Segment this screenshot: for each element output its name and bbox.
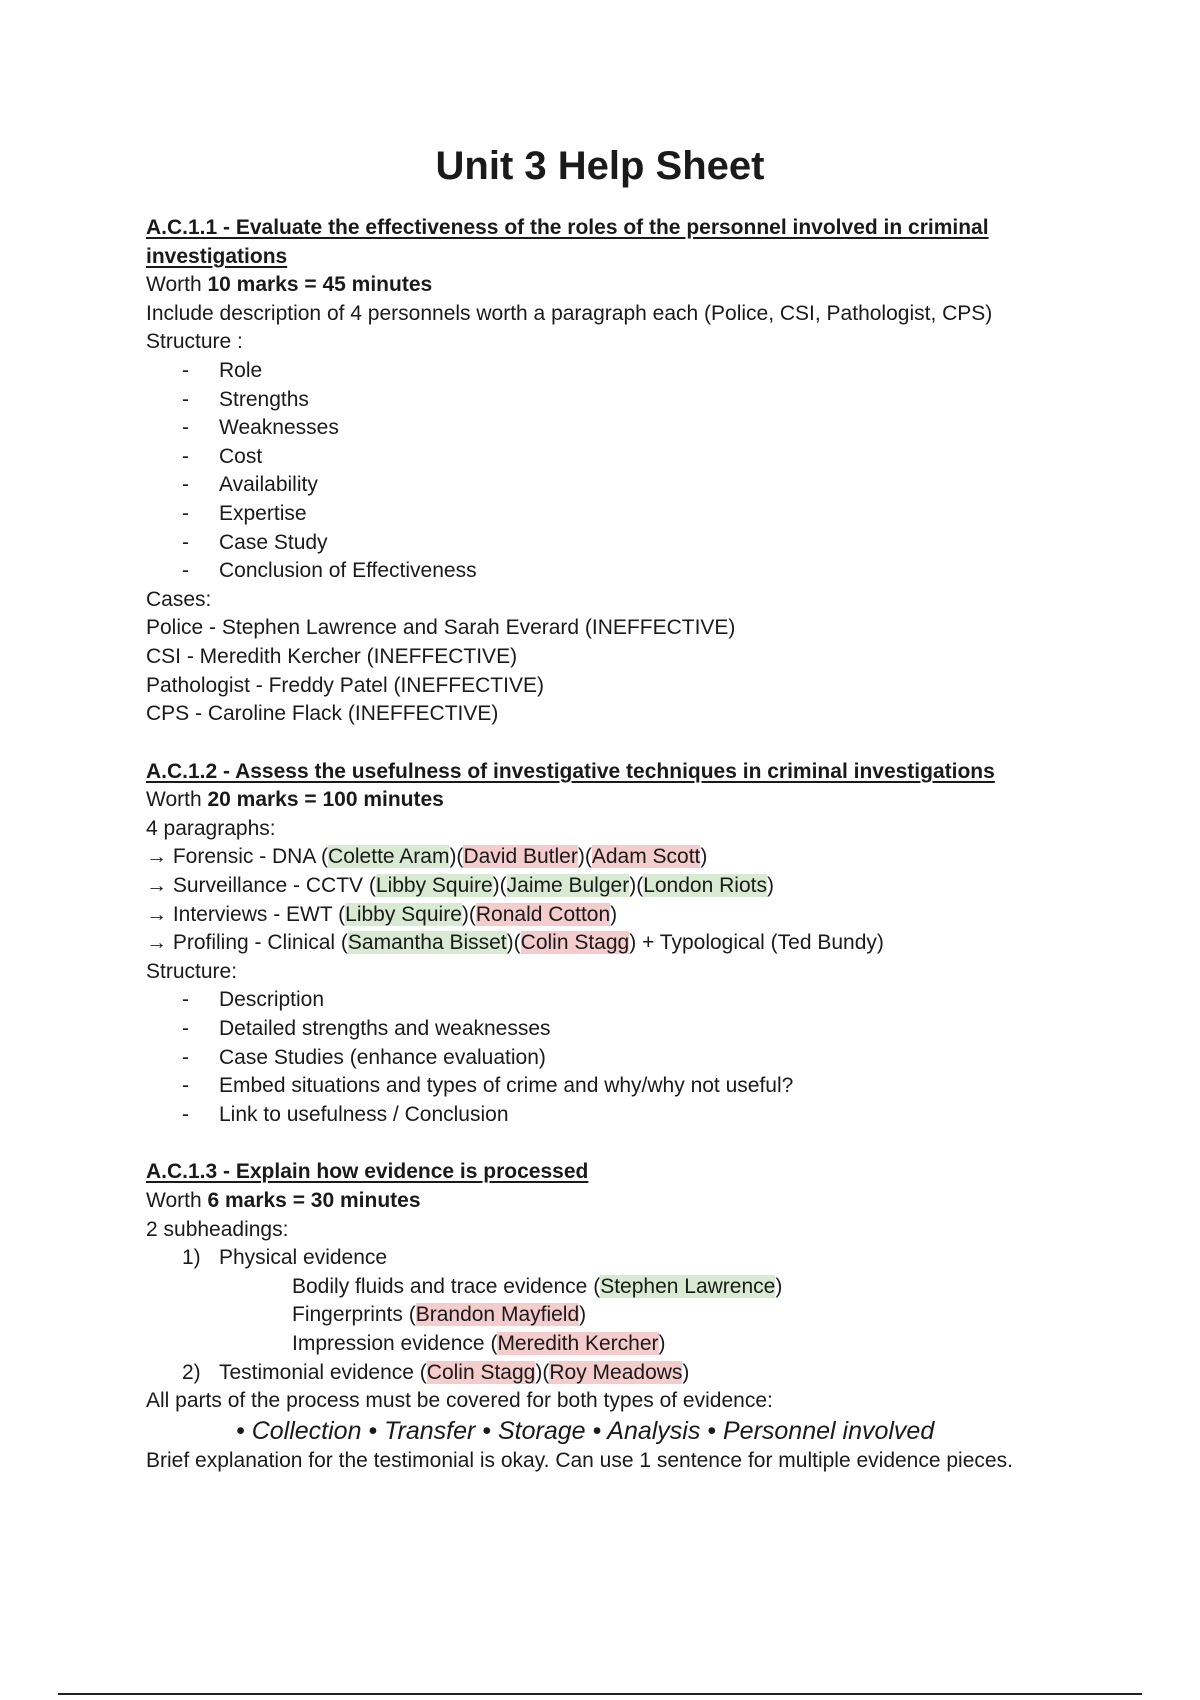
process-steps: • Collection • Transfer • Storage • Analysis • Personnel involved bbox=[236, 1416, 935, 1445]
dash-bullet: - bbox=[182, 358, 189, 382]
dash-bullet: - bbox=[182, 416, 189, 440]
structure-item: - Description bbox=[146, 986, 1066, 1015]
case-highlight: Roy Meadows bbox=[549, 1360, 683, 1384]
process-intro: All parts of the process must be covered for both types of evidence: bbox=[146, 1389, 773, 1413]
dash-bullet: - bbox=[182, 530, 189, 554]
dash-bullet: - bbox=[182, 501, 189, 525]
case-highlight: Colin Stagg bbox=[520, 931, 630, 955]
help-sheet-page bbox=[146, 142, 1066, 1475]
list-number: 1) bbox=[182, 1246, 201, 1270]
structure-item: - Embed situations and types of crime and why/why not useful? bbox=[146, 1072, 1066, 1101]
technique-line: → Surveillance - CCTV (Libby Squire)(Jaime Bulger)(London Riots) bbox=[146, 874, 774, 898]
intro-text: 2 subheadings: bbox=[146, 1217, 289, 1241]
dash-bullet: - bbox=[182, 387, 189, 411]
structure-item: - Case Studies (enhance evaluation) bbox=[146, 1044, 1066, 1073]
physical-evidence-list bbox=[146, 1273, 1066, 1359]
case-highlight: Ronald Cotton bbox=[475, 902, 611, 926]
case-highlight: Libby Squire bbox=[345, 902, 462, 926]
intro-text: 4 paragraphs: bbox=[146, 816, 276, 840]
case-highlight: Stephen Lawrence bbox=[600, 1274, 776, 1298]
physical-evidence-subitem: Bodily fluids and trace evidence (Stephen Lawrence) bbox=[292, 1274, 783, 1298]
section-ac-1-1 bbox=[146, 214, 1066, 729]
case-highlight: Samantha Bisset bbox=[347, 931, 507, 955]
intro-text: Include description of 4 personnels worth a paragraph each (Police, CSI, Pathologist, CPS) bbox=[146, 301, 993, 325]
structure-item: - Availability bbox=[146, 471, 1066, 500]
technique-line: → Forensic - DNA (Colette Aram)(David Butler)(Adam Scott) bbox=[146, 845, 708, 869]
physical-evidence-subitem: Impression evidence (Meredith Kercher) bbox=[292, 1331, 666, 1355]
structure-item: - Case Study bbox=[146, 529, 1066, 558]
case-highlight: Colette Aram bbox=[328, 845, 450, 869]
page-title: Unit 3 Help Sheet bbox=[435, 144, 765, 188]
worth-line: Worth 20 marks = 100 minutes bbox=[146, 788, 444, 812]
structure-item: - Cost bbox=[146, 443, 1066, 472]
worth-line: Worth 6 marks = 30 minutes bbox=[146, 1189, 421, 1212]
case-highlight: Brandon Mayfield bbox=[415, 1303, 580, 1327]
list-number: 2) bbox=[182, 1360, 201, 1384]
closing-note: Brief explanation for the testimonial is okay. Can use 1 sentence for multiple evidence pieces. bbox=[146, 1448, 1013, 1472]
structure-item: - Expertise bbox=[146, 500, 1066, 529]
structure-list bbox=[146, 986, 1066, 1129]
technique-line: → Interviews - EWT (Libby Squire)(Ronald Cotton) bbox=[146, 902, 618, 926]
structure-item: - Conclusion of Effectiveness bbox=[146, 557, 1066, 586]
structure-item: - Link to usefulness / Conclusion bbox=[146, 1101, 1066, 1130]
structure-label: Structure: bbox=[146, 959, 238, 983]
structure-item: - Role bbox=[146, 357, 1066, 386]
case-highlight: London Riots bbox=[643, 874, 767, 898]
dash-bullet: - bbox=[182, 988, 189, 1012]
structure-item: - Weaknesses bbox=[146, 414, 1066, 443]
technique-line: → Profiling - Clinical (Samantha Bisset)(Colin Stagg) + Typological (Ted Bundy) bbox=[146, 931, 884, 955]
dash-bullet: - bbox=[182, 473, 189, 497]
case-line: CPS - Caroline Flack (INEFFECTIVE) bbox=[146, 702, 499, 726]
dash-bullet: - bbox=[182, 1017, 189, 1041]
case-highlight: Libby Squire bbox=[375, 874, 493, 898]
structure-list bbox=[146, 357, 1066, 586]
case-line: Pathologist - Freddy Patel (INEFFECTIVE) bbox=[146, 673, 544, 697]
worth-line: Worth 10 marks = 45 minutes bbox=[146, 273, 433, 297]
structure-item: - Detailed strengths and weaknesses bbox=[146, 1015, 1066, 1044]
footer-divider bbox=[58, 1693, 1142, 1695]
case-highlight: David Butler bbox=[463, 845, 578, 869]
physical-evidence-subitem: Fingerprints (Brandon Mayfield) bbox=[292, 1303, 587, 1327]
case-line: CSI - Meredith Kercher (INEFFECTIVE) bbox=[146, 644, 518, 668]
structure-label: Structure : bbox=[146, 330, 243, 354]
technique-list bbox=[146, 843, 1066, 957]
case-highlight: Adam Scott bbox=[591, 845, 701, 869]
dash-bullet: - bbox=[182, 1102, 189, 1126]
dash-bullet: - bbox=[182, 559, 189, 583]
dash-bullet: - bbox=[182, 1045, 189, 1069]
case-highlight: Meredith Kercher bbox=[497, 1331, 659, 1355]
case-highlight: Colin Stagg bbox=[426, 1360, 536, 1384]
section-heading: A.C.1.1 - Evaluate the effectiveness of the roles of the personnel involved in criminal investigations bbox=[146, 216, 989, 268]
case-highlight: Jaime Bulger bbox=[506, 874, 630, 898]
section-heading: A.C.1.2 - Assess the usefulness of investigative techniques in criminal investigations bbox=[146, 759, 995, 783]
section-ac-1-2 bbox=[146, 758, 1066, 1130]
physical-evidence-item: 1) Physical evidence bbox=[146, 1244, 1066, 1273]
case-line: Police - Stephen Lawrence and Sarah Everard (INEFFECTIVE) bbox=[146, 616, 736, 640]
section-heading: A.C.1.3 - Explain how evidence is processed bbox=[146, 1160, 589, 1184]
structure-item: - Strengths bbox=[146, 386, 1066, 415]
cases-label: Cases: bbox=[146, 587, 212, 611]
dash-bullet: - bbox=[182, 1074, 189, 1098]
section-ac-1-3 bbox=[146, 1158, 1066, 1475]
testimonial-evidence-item: 2) Testimonial evidence (Colin Stagg)(Roy Meadows) bbox=[146, 1359, 1066, 1388]
dash-bullet: - bbox=[182, 444, 189, 468]
